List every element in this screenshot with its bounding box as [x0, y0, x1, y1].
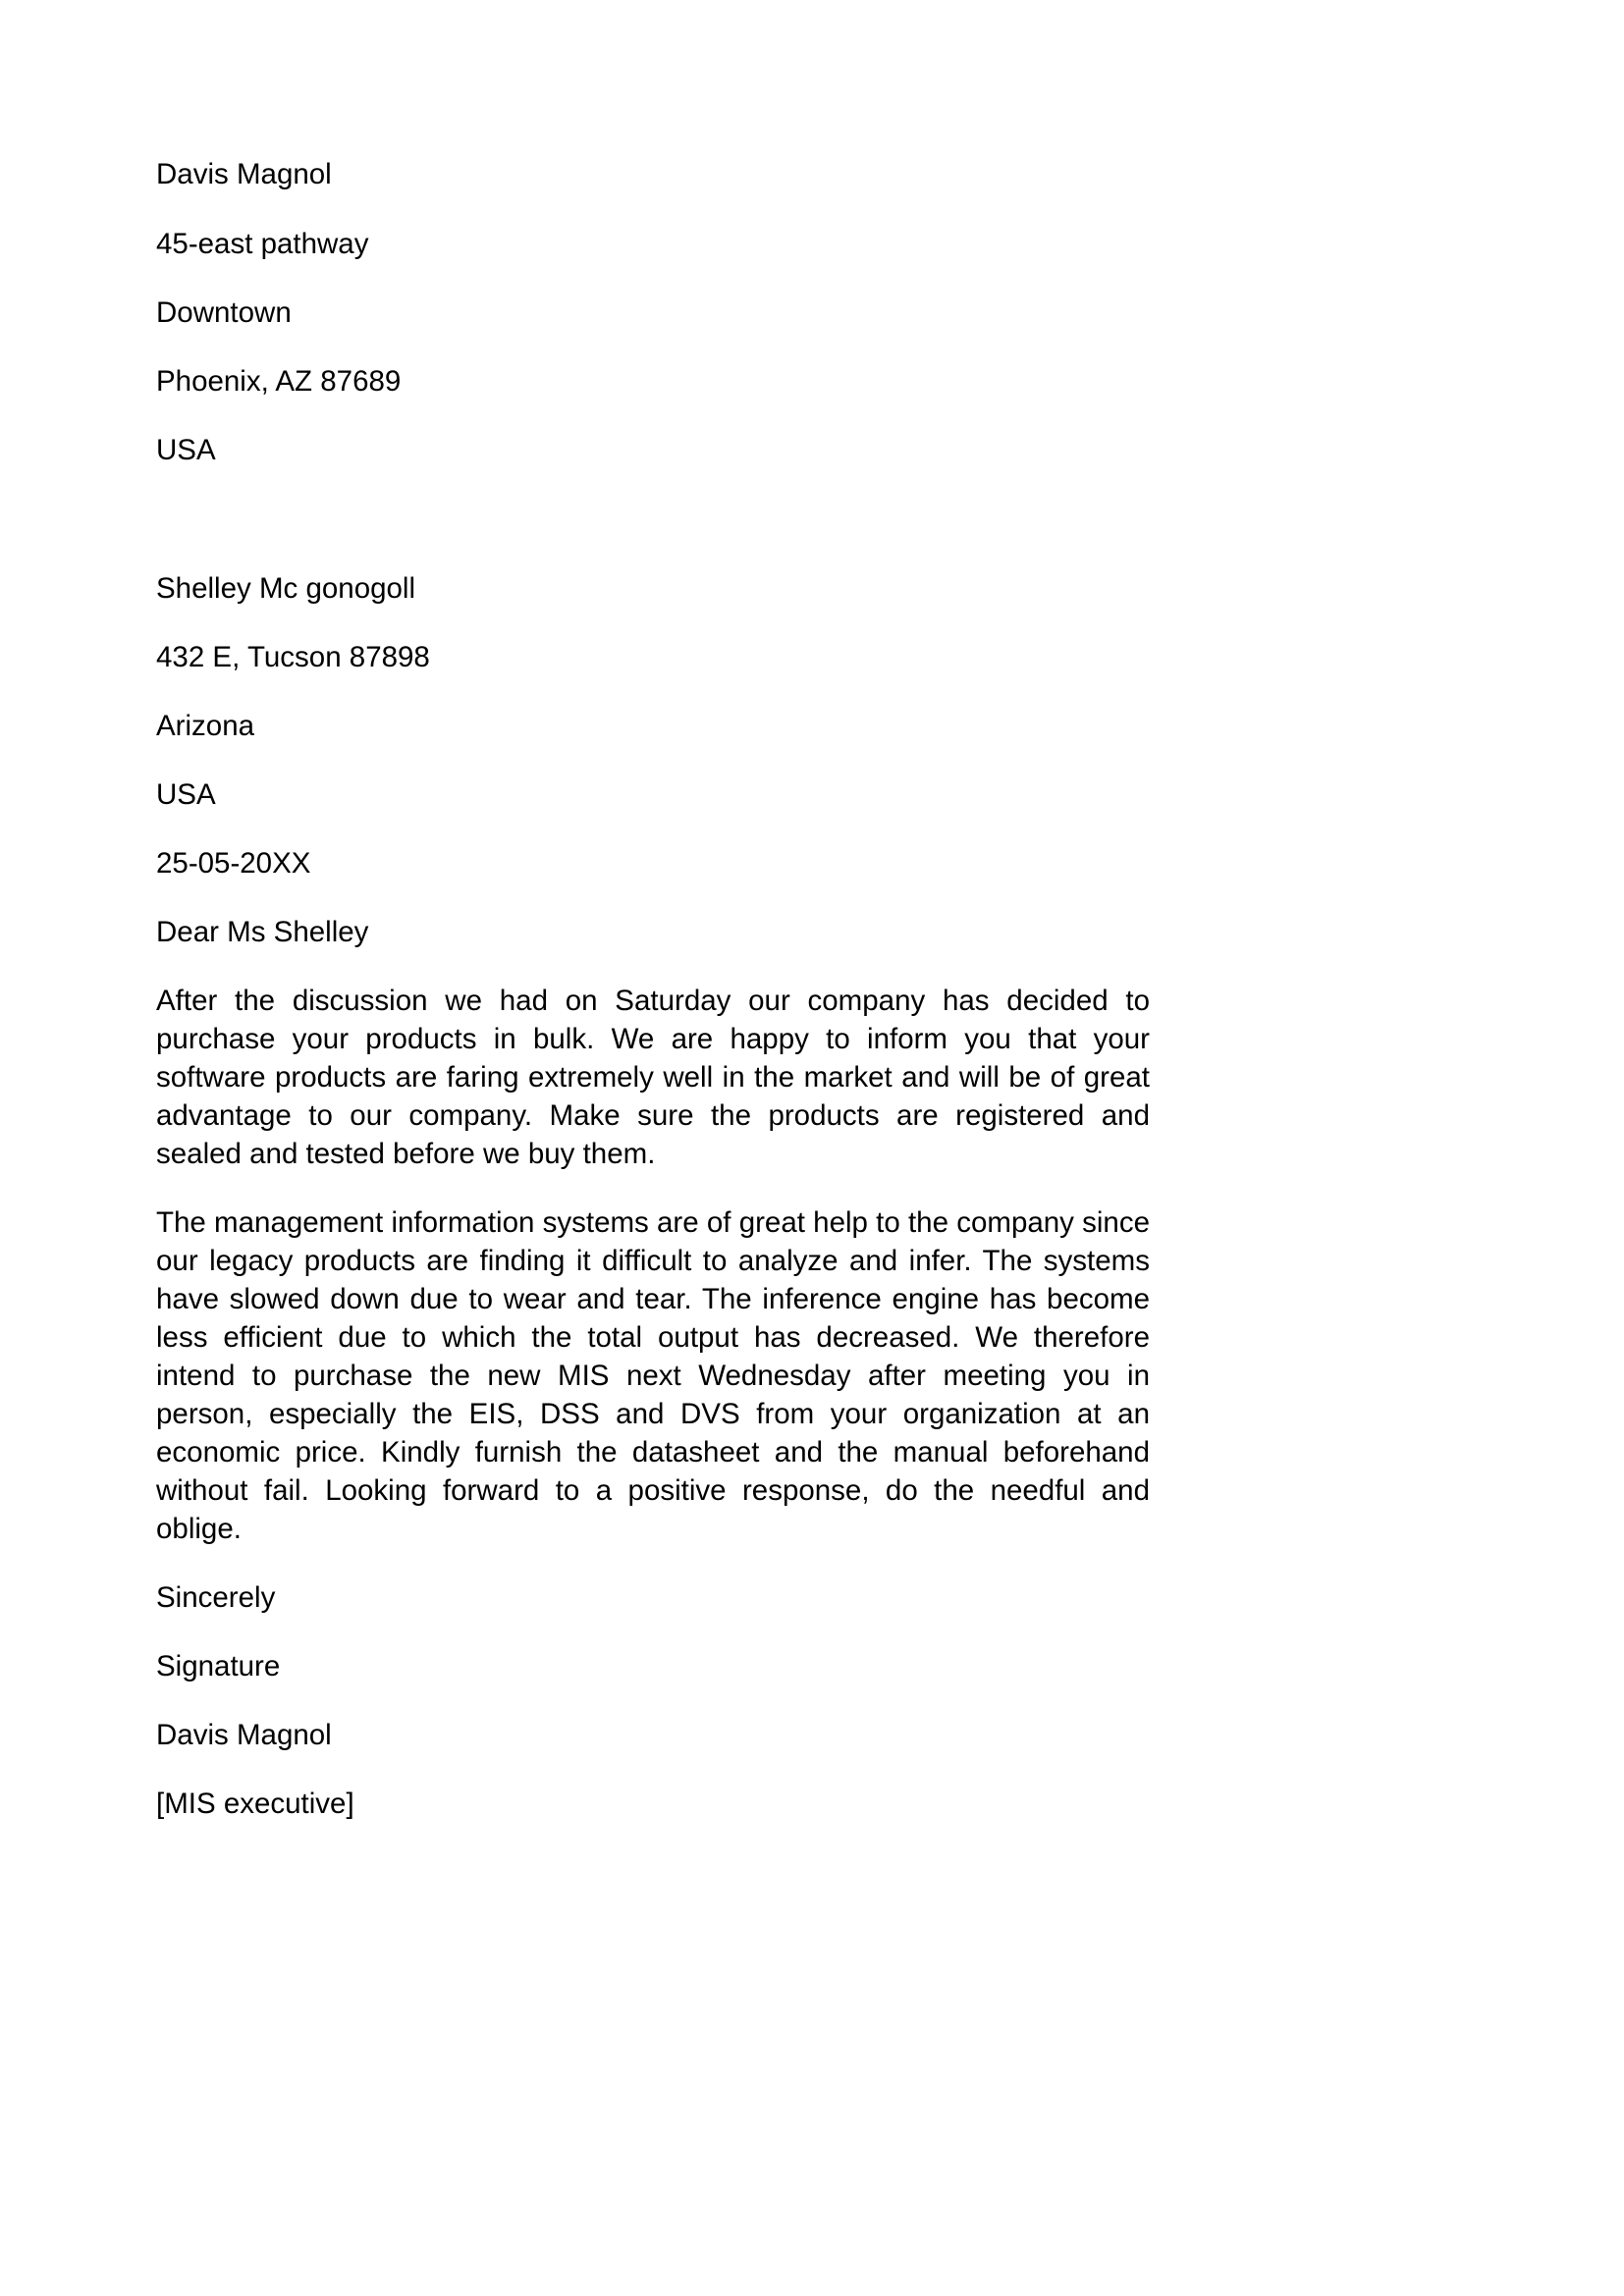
sender-street: 45-east pathway	[156, 228, 369, 260]
recipient-name: Shelley Mc gonogoll	[156, 572, 416, 605]
sender-area: Downtown	[156, 296, 292, 329]
letter-date: 25-05-20XX	[156, 847, 311, 880]
body-paragraph-1: After the discussion we had on Saturday our company has decided to purchase your products in bulk. We are happy to inform you that your software products are faring extremely well in the market and will be of great advantage to our company. Make sure the products are registered and sealed and tested before we buy them.	[156, 985, 1150, 1170]
signature: Signature	[156, 1650, 281, 1682]
recipient-state: Arizona	[156, 710, 255, 742]
signer-name: Davis Magnol	[156, 1719, 332, 1751]
closing: Sincerely	[156, 1581, 276, 1614]
signer-title: [MIS executive]	[156, 1788, 354, 1820]
recipient-country: USA	[156, 778, 216, 811]
letter-content	[156, 155, 1150, 1823]
salutation: Dear Ms Shelley	[156, 916, 369, 948]
body-paragraph-2: The management information systems are of great help to the company since our legacy products are finding it difficult to analyze and infer. The systems have slowed down due to wear and tear. The inference engine has become less efficient due to which the total output has decreased. We therefore intend to purchase the new MIS next Wednesday after meeting you in person, especially the EIS, DSS and DVS from your organization at an economic price. Kindly furnish the datasheet and the manual beforehand without fail. Looking forward to a positive response, do the needful and oblige.	[156, 1206, 1150, 1545]
sender-name: Davis Magnol	[156, 158, 332, 190]
sender-country: USA	[156, 434, 216, 466]
sender-city: Phoenix, AZ 87689	[156, 365, 402, 398]
recipient-street: 432 E, Tucson 87898	[156, 641, 430, 673]
